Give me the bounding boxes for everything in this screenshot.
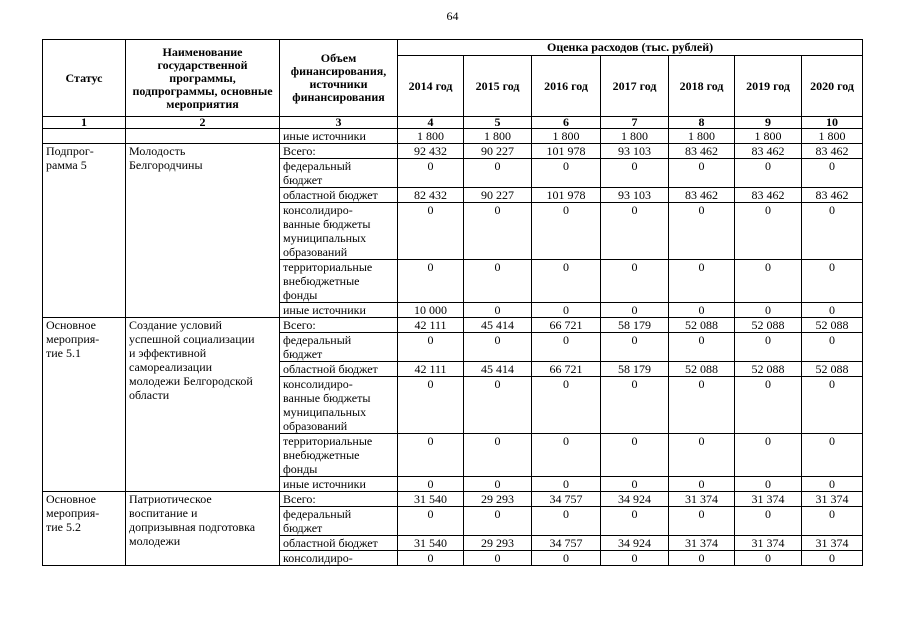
funding-source-cell: областной бюджет — [280, 188, 398, 203]
amount-cell: 83 462 — [802, 188, 863, 203]
funding-source-cell: федеральный бюджет — [280, 333, 398, 362]
amount-cell: 0 — [601, 551, 669, 566]
column-number: 3 — [280, 117, 398, 129]
amount-cell: 0 — [532, 434, 601, 477]
amount-cell: 0 — [802, 507, 863, 536]
funding-source-cell: консолидиро- ванные бюджеты муниципальных образований — [280, 377, 398, 434]
amount-cell: 0 — [532, 507, 601, 536]
amount-cell: 0 — [464, 377, 532, 434]
amount-cell: 0 — [802, 203, 863, 260]
amount-cell: 0 — [669, 260, 735, 303]
table-row — [43, 129, 863, 144]
header-year: 2015 год — [464, 56, 532, 117]
amount-cell: 31 374 — [735, 536, 802, 551]
header-year: 2016 год — [532, 56, 601, 117]
amount-cell: 31 374 — [669, 536, 735, 551]
amount-cell: 1 800 — [669, 129, 735, 144]
amount-cell: 0 — [532, 477, 601, 492]
amount-cell: 83 462 — [735, 188, 802, 203]
funding-source-cell: Всего: — [280, 318, 398, 333]
amount-cell: 52 088 — [802, 362, 863, 377]
amount-cell: 0 — [398, 434, 464, 477]
funding-source-cell: иные источники — [280, 477, 398, 492]
amount-cell: 52 088 — [735, 318, 802, 333]
column-number: 6 — [532, 117, 601, 129]
amount-cell: 0 — [802, 477, 863, 492]
funding-source-cell: иные источники — [280, 129, 398, 144]
amount-cell: 52 088 — [735, 362, 802, 377]
program-name-cell: Создание условий успешной социализации и эффективной самореализации молодежи Белгородской области — [126, 318, 280, 492]
amount-cell: 90 227 — [464, 188, 532, 203]
funding-source-cell: иные источники — [280, 303, 398, 318]
column-number: 7 — [601, 117, 669, 129]
amount-cell: 34 757 — [532, 536, 601, 551]
amount-cell: 1 800 — [735, 129, 802, 144]
amount-cell: 0 — [532, 260, 601, 303]
amount-cell: 0 — [735, 377, 802, 434]
amount-cell: 0 — [601, 203, 669, 260]
amount-cell: 0 — [802, 551, 863, 566]
column-number: 2 — [126, 117, 280, 129]
amount-cell: 0 — [398, 551, 464, 566]
amount-cell: 0 — [464, 203, 532, 260]
amount-cell: 83 462 — [669, 144, 735, 159]
amount-cell: 93 103 — [601, 144, 669, 159]
amount-cell: 0 — [532, 159, 601, 188]
amount-cell: 0 — [398, 507, 464, 536]
amount-cell: 0 — [532, 303, 601, 318]
amount-cell: 0 — [464, 477, 532, 492]
status-cell: Основное мероприя- тие 5.1 — [43, 318, 126, 492]
amount-cell: 0 — [735, 507, 802, 536]
amount-cell: 10 000 — [398, 303, 464, 318]
header-estimate: Оценка расходов (тыс. рублей) — [398, 40, 863, 56]
column-number: 1 — [43, 117, 126, 129]
column-number: 8 — [669, 117, 735, 129]
column-number: 10 — [802, 117, 863, 129]
amount-cell: 0 — [601, 159, 669, 188]
program-name-cell — [126, 129, 280, 144]
amount-cell: 0 — [398, 159, 464, 188]
amount-cell: 0 — [464, 551, 532, 566]
header-year: 2014 год — [398, 56, 464, 117]
amount-cell: 0 — [464, 507, 532, 536]
amount-cell: 58 179 — [601, 318, 669, 333]
amount-cell: 31 374 — [802, 492, 863, 507]
amount-cell: 0 — [398, 203, 464, 260]
header-volume: Объем финансирования, источники финансирования — [280, 40, 398, 117]
amount-cell: 0 — [669, 477, 735, 492]
header-status: Статус — [43, 40, 126, 117]
funding-source-cell: федеральный бюджет — [280, 159, 398, 188]
funding-source-cell: территориальные внебюджетные фонды — [280, 434, 398, 477]
amount-cell: 0 — [802, 260, 863, 303]
amount-cell: 66 721 — [532, 362, 601, 377]
funding-source-cell: Всего: — [280, 144, 398, 159]
table-row — [43, 318, 863, 333]
amount-cell: 1 800 — [802, 129, 863, 144]
amount-cell: 66 721 — [532, 318, 601, 333]
header-year: 2017 год — [601, 56, 669, 117]
table-body — [43, 129, 863, 566]
amount-cell: 0 — [735, 434, 802, 477]
amount-cell: 45 414 — [464, 362, 532, 377]
amount-cell: 0 — [669, 507, 735, 536]
program-name-cell: Молодость Белгородчины — [126, 144, 280, 318]
amount-cell: 0 — [601, 303, 669, 318]
amount-cell: 83 462 — [735, 144, 802, 159]
amount-cell: 0 — [464, 434, 532, 477]
funding-source-cell: федеральный бюджет — [280, 507, 398, 536]
amount-cell: 0 — [398, 477, 464, 492]
amount-cell: 0 — [601, 434, 669, 477]
funding-source-cell: консолидиро- ванные бюджеты муниципальных образований — [280, 203, 398, 260]
amount-cell: 0 — [398, 333, 464, 362]
amount-cell: 0 — [735, 159, 802, 188]
amount-cell: 52 088 — [669, 318, 735, 333]
amount-cell: 0 — [669, 551, 735, 566]
amount-cell: 0 — [464, 303, 532, 318]
amount-cell: 0 — [802, 303, 863, 318]
amount-cell: 1 800 — [601, 129, 669, 144]
amount-cell: 0 — [398, 377, 464, 434]
amount-cell: 31 374 — [802, 536, 863, 551]
amount-cell: 92 432 — [398, 144, 464, 159]
amount-cell: 93 103 — [601, 188, 669, 203]
header-year: 2020 год — [802, 56, 863, 117]
amount-cell: 0 — [532, 551, 601, 566]
amount-cell: 34 757 — [532, 492, 601, 507]
amount-cell: 0 — [669, 377, 735, 434]
amount-cell: 42 111 — [398, 318, 464, 333]
amount-cell: 0 — [802, 434, 863, 477]
amount-cell: 58 179 — [601, 362, 669, 377]
amount-cell: 0 — [398, 260, 464, 303]
funding-source-cell: Всего: — [280, 492, 398, 507]
funding-source-cell: областной бюджет — [280, 536, 398, 551]
budget-table — [42, 39, 863, 566]
amount-cell: 0 — [669, 333, 735, 362]
amount-cell: 42 111 — [398, 362, 464, 377]
page-number: 64 — [446, 9, 459, 23]
table-row — [43, 492, 863, 507]
status-cell — [43, 129, 126, 144]
amount-cell: 0 — [735, 551, 802, 566]
amount-cell: 31 540 — [398, 536, 464, 551]
amount-cell: 0 — [735, 303, 802, 318]
amount-cell: 34 924 — [601, 492, 669, 507]
amount-cell: 0 — [464, 159, 532, 188]
column-number: 5 — [464, 117, 532, 129]
amount-cell: 1 800 — [464, 129, 532, 144]
amount-cell: 29 293 — [464, 536, 532, 551]
table-header — [43, 40, 863, 129]
amount-cell: 0 — [532, 203, 601, 260]
column-number: 9 — [735, 117, 802, 129]
amount-cell: 101 978 — [532, 144, 601, 159]
header-year: 2018 год — [669, 56, 735, 117]
amount-cell: 0 — [669, 203, 735, 260]
program-name-cell: Патриотическое воспитание и допризывная подготовка молодежи — [126, 492, 280, 566]
column-number-row — [43, 117, 863, 129]
amount-cell: 0 — [802, 333, 863, 362]
amount-cell: 31 540 — [398, 492, 464, 507]
table-row — [43, 144, 863, 159]
amount-cell: 0 — [735, 477, 802, 492]
amount-cell: 0 — [601, 260, 669, 303]
funding-source-cell: областной бюджет — [280, 362, 398, 377]
amount-cell: 0 — [669, 303, 735, 318]
status-cell: Основное мероприя- тие 5.2 — [43, 492, 126, 566]
funding-source-cell: консолидиро- — [280, 551, 398, 566]
amount-cell: 0 — [735, 333, 802, 362]
amount-cell: 52 088 — [802, 318, 863, 333]
amount-cell: 0 — [601, 507, 669, 536]
funding-source-cell: территориальные внебюджетные фонды — [280, 260, 398, 303]
amount-cell: 0 — [669, 434, 735, 477]
amount-cell: 31 374 — [669, 492, 735, 507]
amount-cell: 0 — [464, 260, 532, 303]
amount-cell: 0 — [735, 203, 802, 260]
header-year: 2019 год — [735, 56, 802, 117]
amount-cell: 1 800 — [398, 129, 464, 144]
amount-cell: 83 462 — [669, 188, 735, 203]
amount-cell: 0 — [601, 477, 669, 492]
status-cell: Подпрог- рамма 5 — [43, 144, 126, 318]
amount-cell: 0 — [464, 333, 532, 362]
amount-cell: 52 088 — [669, 362, 735, 377]
amount-cell: 101 978 — [532, 188, 601, 203]
amount-cell: 0 — [669, 159, 735, 188]
amount-cell: 45 414 — [464, 318, 532, 333]
amount-cell: 0 — [532, 377, 601, 434]
amount-cell: 0 — [735, 260, 802, 303]
header-name: Наименование государственной программы, подпрограммы, основные мероприятия — [126, 40, 280, 117]
amount-cell: 1 800 — [532, 129, 601, 144]
amount-cell: 31 374 — [735, 492, 802, 507]
amount-cell: 83 462 — [802, 144, 863, 159]
amount-cell: 0 — [802, 377, 863, 434]
amount-cell: 0 — [532, 333, 601, 362]
amount-cell: 82 432 — [398, 188, 464, 203]
amount-cell: 0 — [601, 377, 669, 434]
column-number: 4 — [398, 117, 464, 129]
amount-cell: 34 924 — [601, 536, 669, 551]
amount-cell: 0 — [802, 159, 863, 188]
amount-cell: 90 227 — [464, 144, 532, 159]
amount-cell: 0 — [601, 333, 669, 362]
amount-cell: 29 293 — [464, 492, 532, 507]
